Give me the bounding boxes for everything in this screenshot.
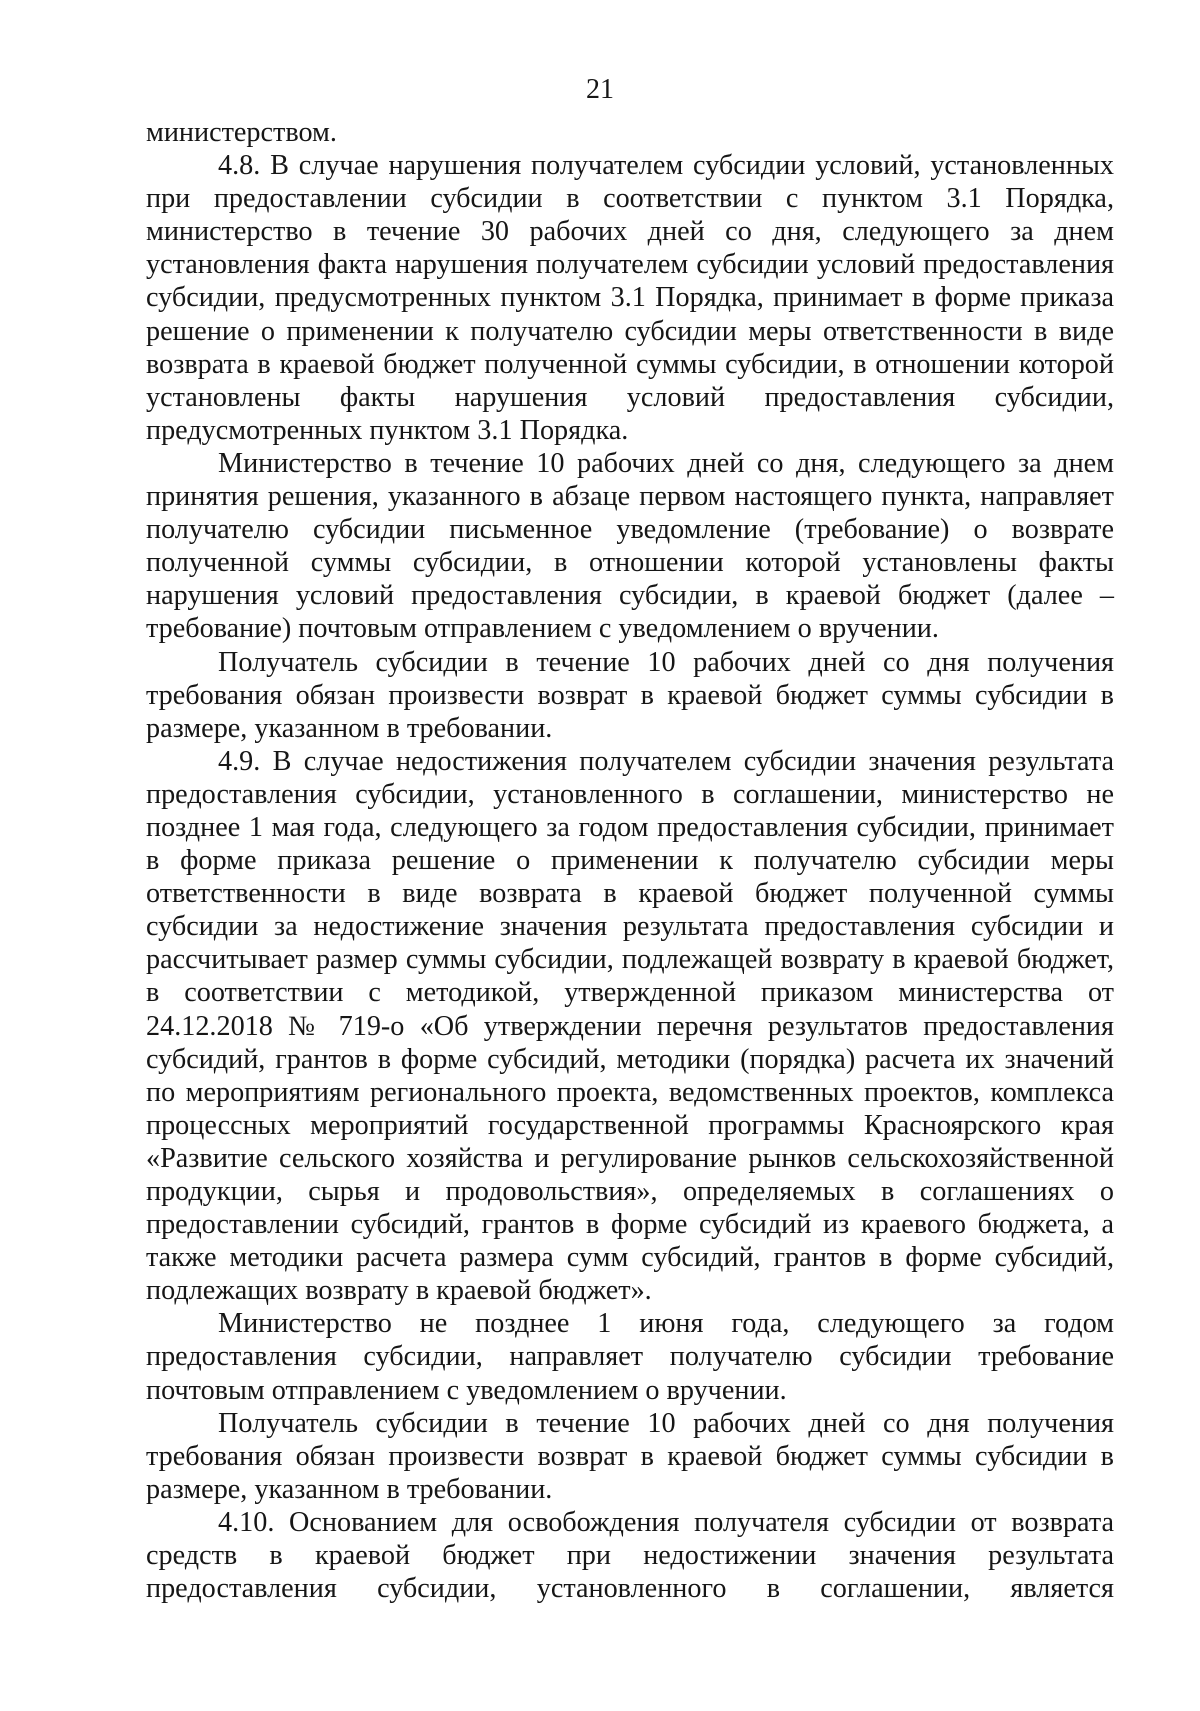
paragraph-4-8-notice: Министерство в течение 10 рабочих дней со дня, следующего за днем принятия решения, указанного в абзаце первом настоящего пункта, направляет получателю субсидии письменное уведомление (требование) о возврате полученной суммы субсидии, в отношении которой установлены факты нарушения условий предоставления субсидии, в краевой бюджет (далее – требование) почтовым отправлением с уведомлением о вручении.	[146, 447, 1114, 645]
paragraph-4-8: 4.8. В случае нарушения получателем субсидии условий, установленных при предоставлении субсидии в соответствии с пунктом 3.1 Порядка, министерство в течение 30 рабочих дней со дня, следующего за днем установления факта нарушения получателем субсидии условий предоставления субсидии, предусмотренных пунктом 3.1 Порядка, принимает в форме приказа решение о применении к получателю субсидии меры ответственности в виде возврата в краевой бюджет полученной суммы субсидии, в отношении которой установлены факты нарушения условий предоставления субсидии, предусмотренных пунктом 3.1 Порядка.	[146, 150, 1114, 446]
page-number: 21	[586, 74, 614, 105]
paragraph-4-9: 4.9. В случае недостижения получателем субсидии значения результата предоставления субсидии, установленного в соглашении, министерство не позднее 1 мая года, следующего за годом предоставления субсидии, принимает в форме приказа решение о применении к получателю субсидии меры ответственности в виде возврата в краевой бюджет полученной суммы субсидии за недостижение значения результата предоставления субсидии и рассчитывает размер суммы субсидии, подлежащей возврату в краевой бюджет, в соответствии с методикой, утвержденной приказом министерства от 24.12.2018 № 719-о «Об утверждении перечня результатов предоставления субсидий, грантов в форме субсидий, методики (порядка) расчета их значений по мероприятиям регионального проекта, ведомственных проектов, комплекса процессных мероприятий государственной программы Красноярского края «Развитие сельского хозяйства и регулирование рынков сельскохозяйственной продукции, сырья и продовольствия», определяемых в соглашениях о предоставлении субсидий, грантов в форме субсидий из краевого бюджета, а также методики расчета размера сумм субсидий, грантов в форме субсидий, подлежащих возврату в краевой бюджет».	[146, 745, 1114, 1307]
paragraph-4-9-notice: Министерство не позднее 1 июня года, следующего за годом предоставления субсидии, направляет получателю субсидии требование почтовым отправлением с уведомлением о вручении.	[146, 1308, 1114, 1406]
paragraph-4-9-return: Получатель субсидии в течение 10 рабочих дней со дня получения требования обязан произвести возврат в краевой бюджет суммы субсидии в размере, указанном в требовании.	[146, 1407, 1114, 1505]
paragraph-4-10: 4.10. Основанием для освобождения получателя субсидии от возврата средств в краевой бюджет при недостижении значения результата предоставления субсидии, установленного в соглашении, является	[146, 1506, 1114, 1605]
document-body	[146, 116, 1114, 1605]
paragraph-continuation: министерством.	[146, 117, 337, 148]
paragraph-4-8-return: Получатель субсидии в течение 10 рабочих дней со дня получения требования обязан произвести возврат в краевой бюджет суммы субсидии в размере, указанном в требовании.	[146, 646, 1114, 744]
